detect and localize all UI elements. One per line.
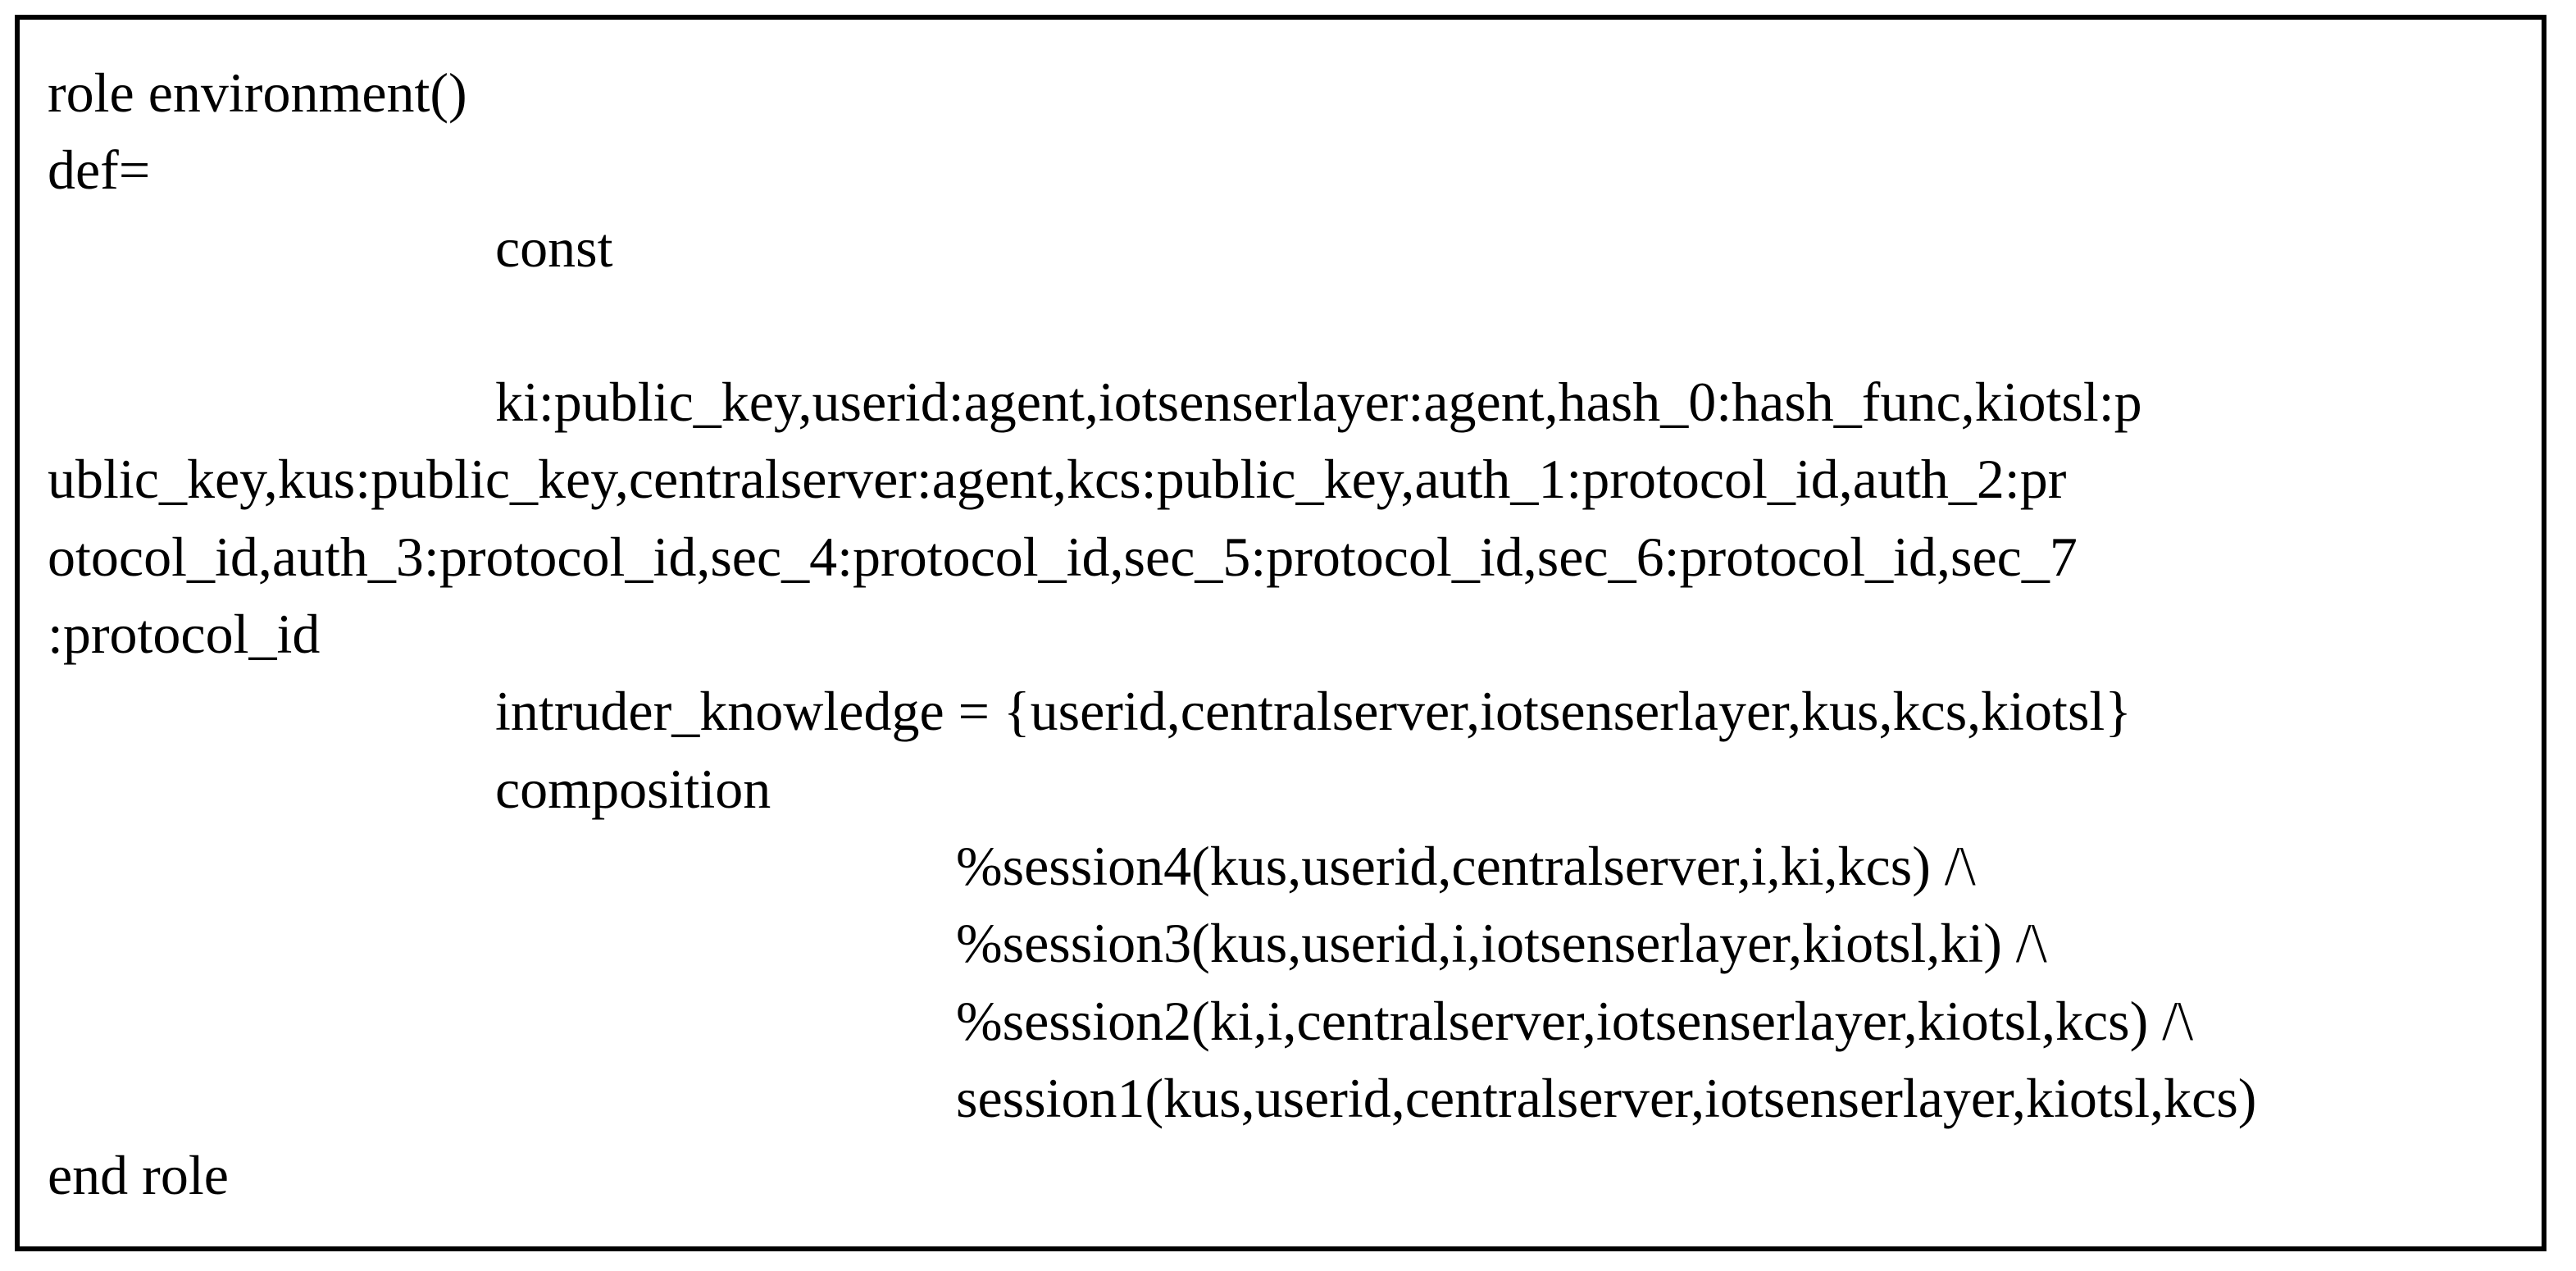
code-line: intruder_knowledge = {userid,centralserver,iotsenserlayer,kus,kcs,kiotsl}: [495, 680, 2132, 743]
code-line: const: [495, 216, 613, 279]
code-line: role environment(): [48, 61, 467, 124]
code-line: session1(kus,userid,centralserver,iotsenserlayer,kiotsl,kcs): [956, 1066, 2257, 1129]
code-line: %session3(kus,userid,i,iotsenserlayer,kiotsl,ki) /\: [956, 912, 2047, 975]
code-line: end role: [48, 1144, 229, 1207]
code-line: ki:public_key,userid:agent,iotsenserlayer:agent,hash_0:hash_func,kiotsl:p: [495, 371, 2142, 434]
code-line-blank: [48, 286, 2540, 363]
code-line: %session4(kus,userid,centralserver,i,ki,kcs) /\: [956, 834, 1976, 897]
code-line: %session2(ki,i,centralserver,iotsenserlayer,kiotsl,kcs) /\: [956, 989, 2194, 1052]
code-line: def=: [48, 139, 151, 202]
code-listing-frame: [15, 15, 2546, 1251]
code-listing: [48, 54, 2540, 1214]
code-line: otocol_id,auth_3:protocol_id,sec_4:protocol_id,sec_5:protocol_id,sec_6:protocol_id,sec_7: [48, 525, 2078, 588]
code-line: ublic_key,kus:public_key,centralserver:agent,kcs:public_key,auth_1:protocol_id,auth_2:pr: [48, 448, 2067, 511]
code-line: composition: [495, 757, 771, 820]
code-line: :protocol_id: [48, 603, 321, 666]
